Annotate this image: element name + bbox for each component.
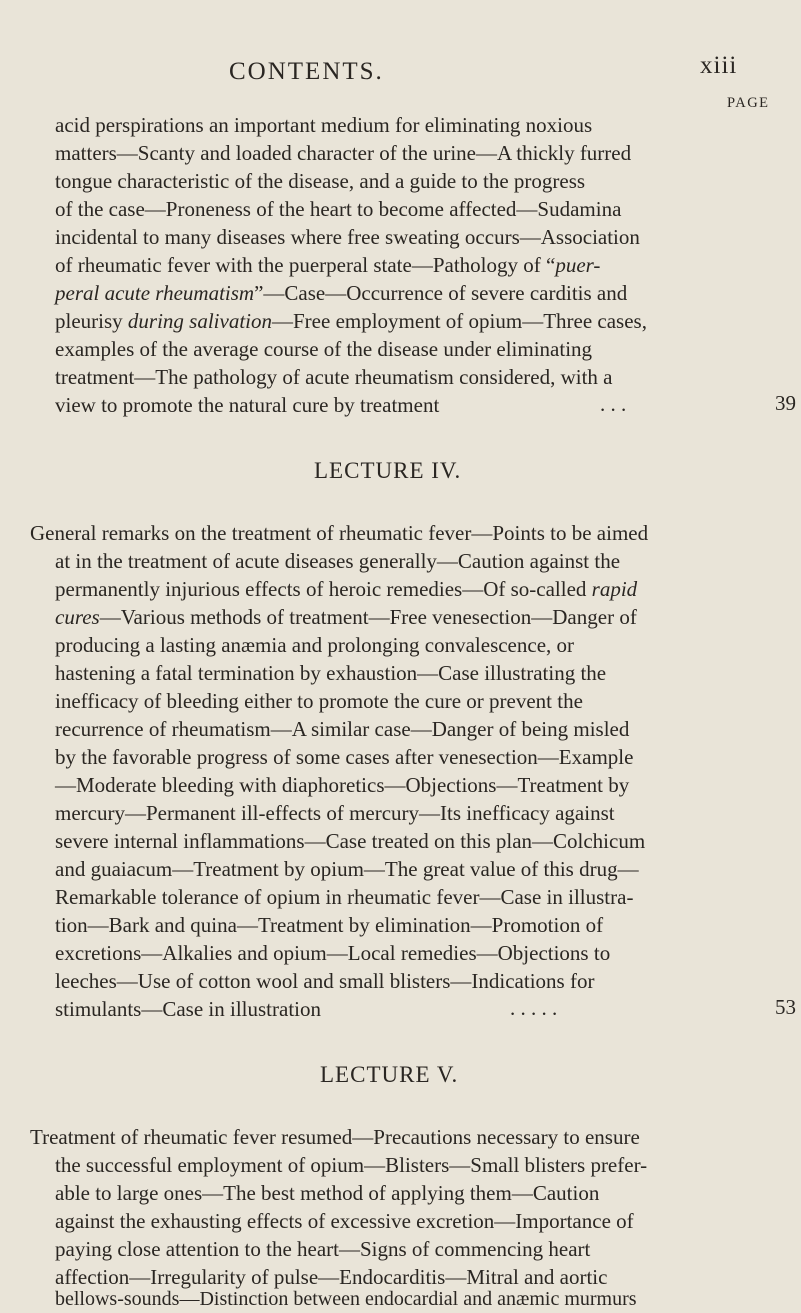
text-line: treatment—The pathology of acute rheumatism considered, with a [55, 365, 613, 389]
text-line: of the case—Proneness of the heart to become affected—Sudamina [55, 197, 622, 221]
italic-text: cures [55, 605, 100, 629]
text-run: —Free employment of opium—Three cases, [272, 309, 647, 333]
text-line: incidental to many diseases where free sweating occurs—Association [55, 225, 640, 249]
text-line: acid perspirations an important medium for eliminating noxious [55, 113, 593, 137]
lecture-v-heading: LECTURE V. [320, 1062, 459, 1087]
text-run: —Various methods of treatment—Free venesection—Danger of [99, 605, 637, 629]
text-line: tion—Bark and quina—Treatment by elimination—Promotion of [55, 913, 604, 937]
italic-text: rapid [591, 577, 638, 601]
text-line [55, 280, 627, 307]
text-line: mercury—Permanent ill-effects of mercury—Its inefficacy against [55, 801, 615, 825]
text-line: leeches—Use of cotton wool and small blisters—Indications for [55, 969, 595, 993]
italic-text: during salivation [127, 309, 272, 333]
text-line: examples of the average course of the disease under eliminating [55, 337, 593, 361]
text-line: paying close attention to the heart—Signs of commencing heart [55, 1237, 591, 1261]
text-line: by the favorable progress of some cases after venesection—Example [55, 745, 634, 769]
dot-leader: . . . . . [510, 996, 558, 1020]
text-line: affection—Irregularity of pulse—Endocarditis—Mitral and aortic [55, 1265, 608, 1289]
text-line: matters—Scanty and loaded character of the urine—A thickly furred [55, 141, 632, 165]
text-line: General remarks on the treatment of rheumatic fever—Points to be aimed [30, 521, 649, 545]
text-line: at in the treatment of acute diseases generally—Caution against the [55, 549, 621, 573]
running-title: CONTENTS. [229, 58, 384, 85]
text-line [55, 576, 637, 603]
folio-page-number: xiii [700, 52, 738, 79]
text-line: Remarkable tolerance of opium in rheumatic fever—Case in illustra- [55, 885, 634, 909]
text-line [55, 392, 439, 419]
page-number-53: 53 [775, 995, 796, 1019]
text-line: able to large ones—The best method of applying them—Caution [55, 1181, 600, 1205]
page-number-39: 39 [775, 391, 796, 415]
text-line: inefficacy of bleeding either to promote the cure or prevent the [55, 689, 583, 713]
text-line: tongue characteristic of the disease, and a guide to the progress [55, 169, 586, 193]
text-line [55, 252, 600, 279]
text-line [55, 308, 647, 335]
text-line: producing a lasting anæmia and prolonging convalescence, or [55, 633, 575, 657]
text-line: bellows-sounds—Distinction between endocardial and anæmic murmurs [55, 1288, 637, 1310]
text-run: ”—Case—Occurrence of severe carditis and [254, 281, 628, 305]
dot-leader: . . . [600, 392, 627, 416]
lecture-iv-heading: LECTURE IV. [314, 458, 462, 483]
text-run: pleurisy [55, 309, 128, 333]
text-line: hastening a fatal termination by exhaustion—Case illustrating the [55, 661, 607, 685]
italic-text: peral acute rheumatism [55, 281, 255, 305]
text-line: stimulants—Case in illustration [55, 997, 321, 1021]
text-run: view to promote the natural cure by treatment [55, 393, 440, 417]
text-line: against the exhausting effects of excessive excretion—Importance of [55, 1209, 634, 1233]
text-line: —Moderate bleeding with diaphoretics—Objections—Treatment by [55, 773, 630, 797]
page-column-label: PAGE [727, 95, 770, 111]
text-line: the successful employment of opium—Blisters—Small blisters prefer- [55, 1153, 648, 1177]
text-run: permanently injurious effects of heroic remedies—Of so-called [55, 577, 592, 601]
text-line: Treatment of rheumatic fever resumed—Precautions necessary to ensure [30, 1125, 640, 1149]
italic-text: puer- [555, 253, 601, 277]
text-line: severe internal inflammations—Case treated on this plan—Colchicum [55, 829, 646, 853]
text-line: and guaiacum—Treatment by opium—The great value of this drug— [55, 857, 639, 881]
text-line: excretions—Alkalies and opium—Local remedies—Objections to [55, 941, 611, 965]
text-run: of rheumatic fever with the puerperal state—Pathology of “ [55, 253, 556, 277]
text-line: recurrence of rheumatism—A similar case—Danger of being misled [55, 717, 630, 741]
text-line [55, 604, 637, 631]
